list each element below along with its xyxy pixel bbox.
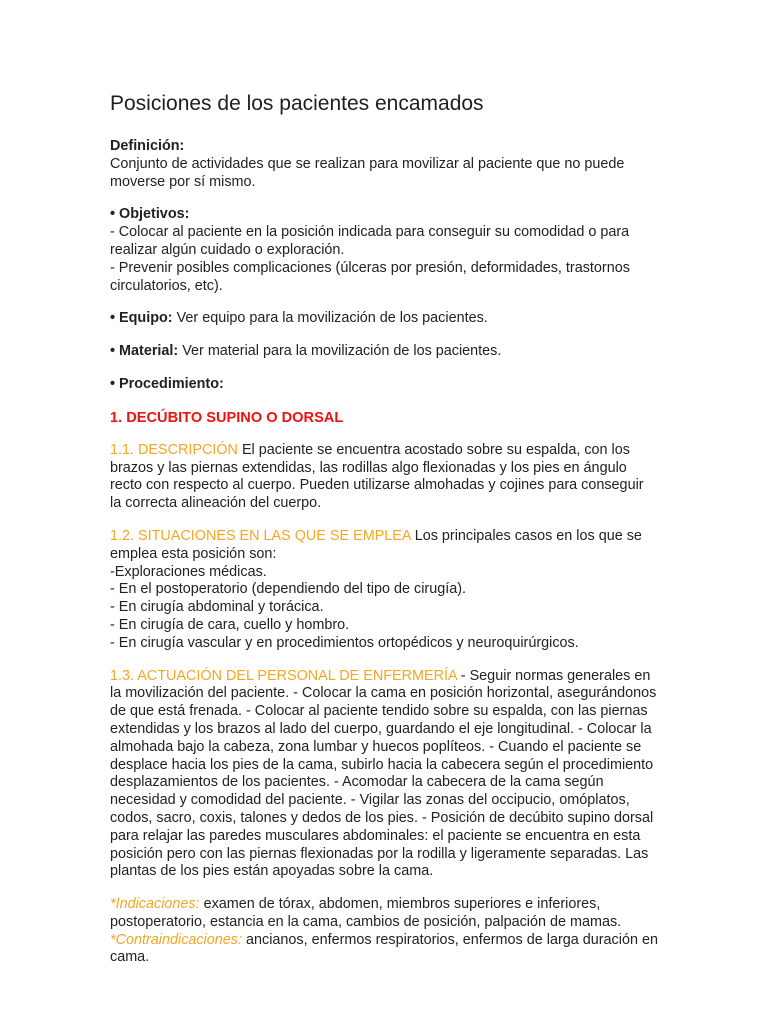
nursing-label: 1.3. ACTUACIÓN DEL PERSONAL DE ENFERMERÍA: [110, 667, 457, 684]
equipment-label: • Equipo:: [110, 310, 173, 327]
procedure-label: • Procedimiento:: [110, 375, 224, 392]
contraindications-text: ancianos, enfermos respiratorios, enfermos de larga duración en cama.: [110, 931, 658, 966]
material-label: • Material:: [110, 343, 179, 360]
procedure-block: [110, 376, 658, 394]
objective-item: - Prevenir posibles complicaciones (úlceras por presión, deformidades, trastornos circulatorios, etc).: [110, 259, 630, 294]
definition-block: [110, 138, 658, 191]
objectives-label: • Objetivos:: [110, 206, 190, 223]
situation-item: - En cirugía abdominal y torácica.: [110, 599, 324, 616]
situations-block: [110, 528, 658, 653]
objectives-block: [110, 206, 658, 295]
section-heading: 1. DECÚBITO SUPINO O DORSAL: [110, 409, 344, 426]
definition-text: Conjunto de actividades que se realizan para movilizar al paciente que no puede moverse por sí mismo.: [110, 155, 625, 190]
indications-label: *Indicaciones:: [110, 896, 200, 913]
objective-item: - Colocar al paciente en la posición indicada para conseguir su comodidad o para realizar algún cuidado o exploración.: [110, 224, 630, 258]
nursing-text: - Seguir normas generales en la movilización del paciente. - Colocar la cama en posición horizontal, asegurándonos de que está frenada. - Colocar al paciente tendido sobre su espalda, con las piernas extendidas y los brazos al lado del cuerpo, guardando el eje longitudinal. - Colocar la almohada bajo la cabeza, zona lumbar y huecos poplíteos. - Cuando el paciente se desplace hacia los pies de la cama, subirlo hacia la cabecera según el procedimiento desplazamientos de los pacientes. - Acomodar la cabecera de la cama según necesidad y comodidad del paciente. - Vigilar las zonas del occipucio, omóplatos, codos, sacro, coxis, talones y dedos de los pies. - Posición de decúbito supino dorsal para relajar las paredes musculares abdominales: el paciente se encuentra en esta posición pero con las piernas flexionadas por la rodilla y ligeramente separadas. Las plantas de los pies están apoyadas sobre la cama.: [110, 667, 657, 880]
document-title: Posiciones de los pacientes encamados: [110, 92, 484, 115]
situations-intro: Los principales casos en los que se emplea esta posición son:: [110, 527, 642, 562]
situation-item: - En el postoperatorio (dependiendo del tipo de cirugía).: [110, 581, 466, 598]
situation-item: - En cirugía vascular y en procedimientos ortopédicos y neuroquirúrgicos.: [110, 634, 579, 651]
description-block: [110, 442, 658, 513]
nursing-block: [110, 668, 658, 882]
description-text: El paciente se encuentra acostado sobre su espalda, con los brazos y las piernas extendidas, las rodillas algo flexionadas y los pies en ángulo recto con respecto al cuerpo. Pueden utilizarse almohadas y cojines para conseguir la correcta alineación del cuerpo.: [110, 441, 644, 512]
indications-text: examen de tórax, abdomen, miembros superiores e inferiores, postoperatorio, estancia en la cama, cambios de posición, palpación de mamas.: [110, 896, 622, 930]
contraindications-label: *Contraindicaciones:: [110, 931, 242, 948]
equipment-block: [110, 310, 658, 328]
definition-label: Definición:: [110, 138, 185, 154]
situations-label: 1.2. SITUACIONES EN LAS QUE SE EMPLEA: [110, 527, 411, 544]
indications-block: [110, 896, 658, 967]
material-text: Ver material para la movilización de los pacientes.: [178, 343, 502, 360]
situation-item: - En cirugía de cara, cuello y hombro.: [110, 616, 350, 633]
material-block: [110, 343, 658, 361]
description-label: 1.1. DESCRIPCIÓN: [110, 441, 238, 458]
situation-item: -Exploraciones médicas.: [110, 563, 267, 580]
equipment-text: Ver equipo para la movilización de los pacientes.: [172, 310, 488, 327]
